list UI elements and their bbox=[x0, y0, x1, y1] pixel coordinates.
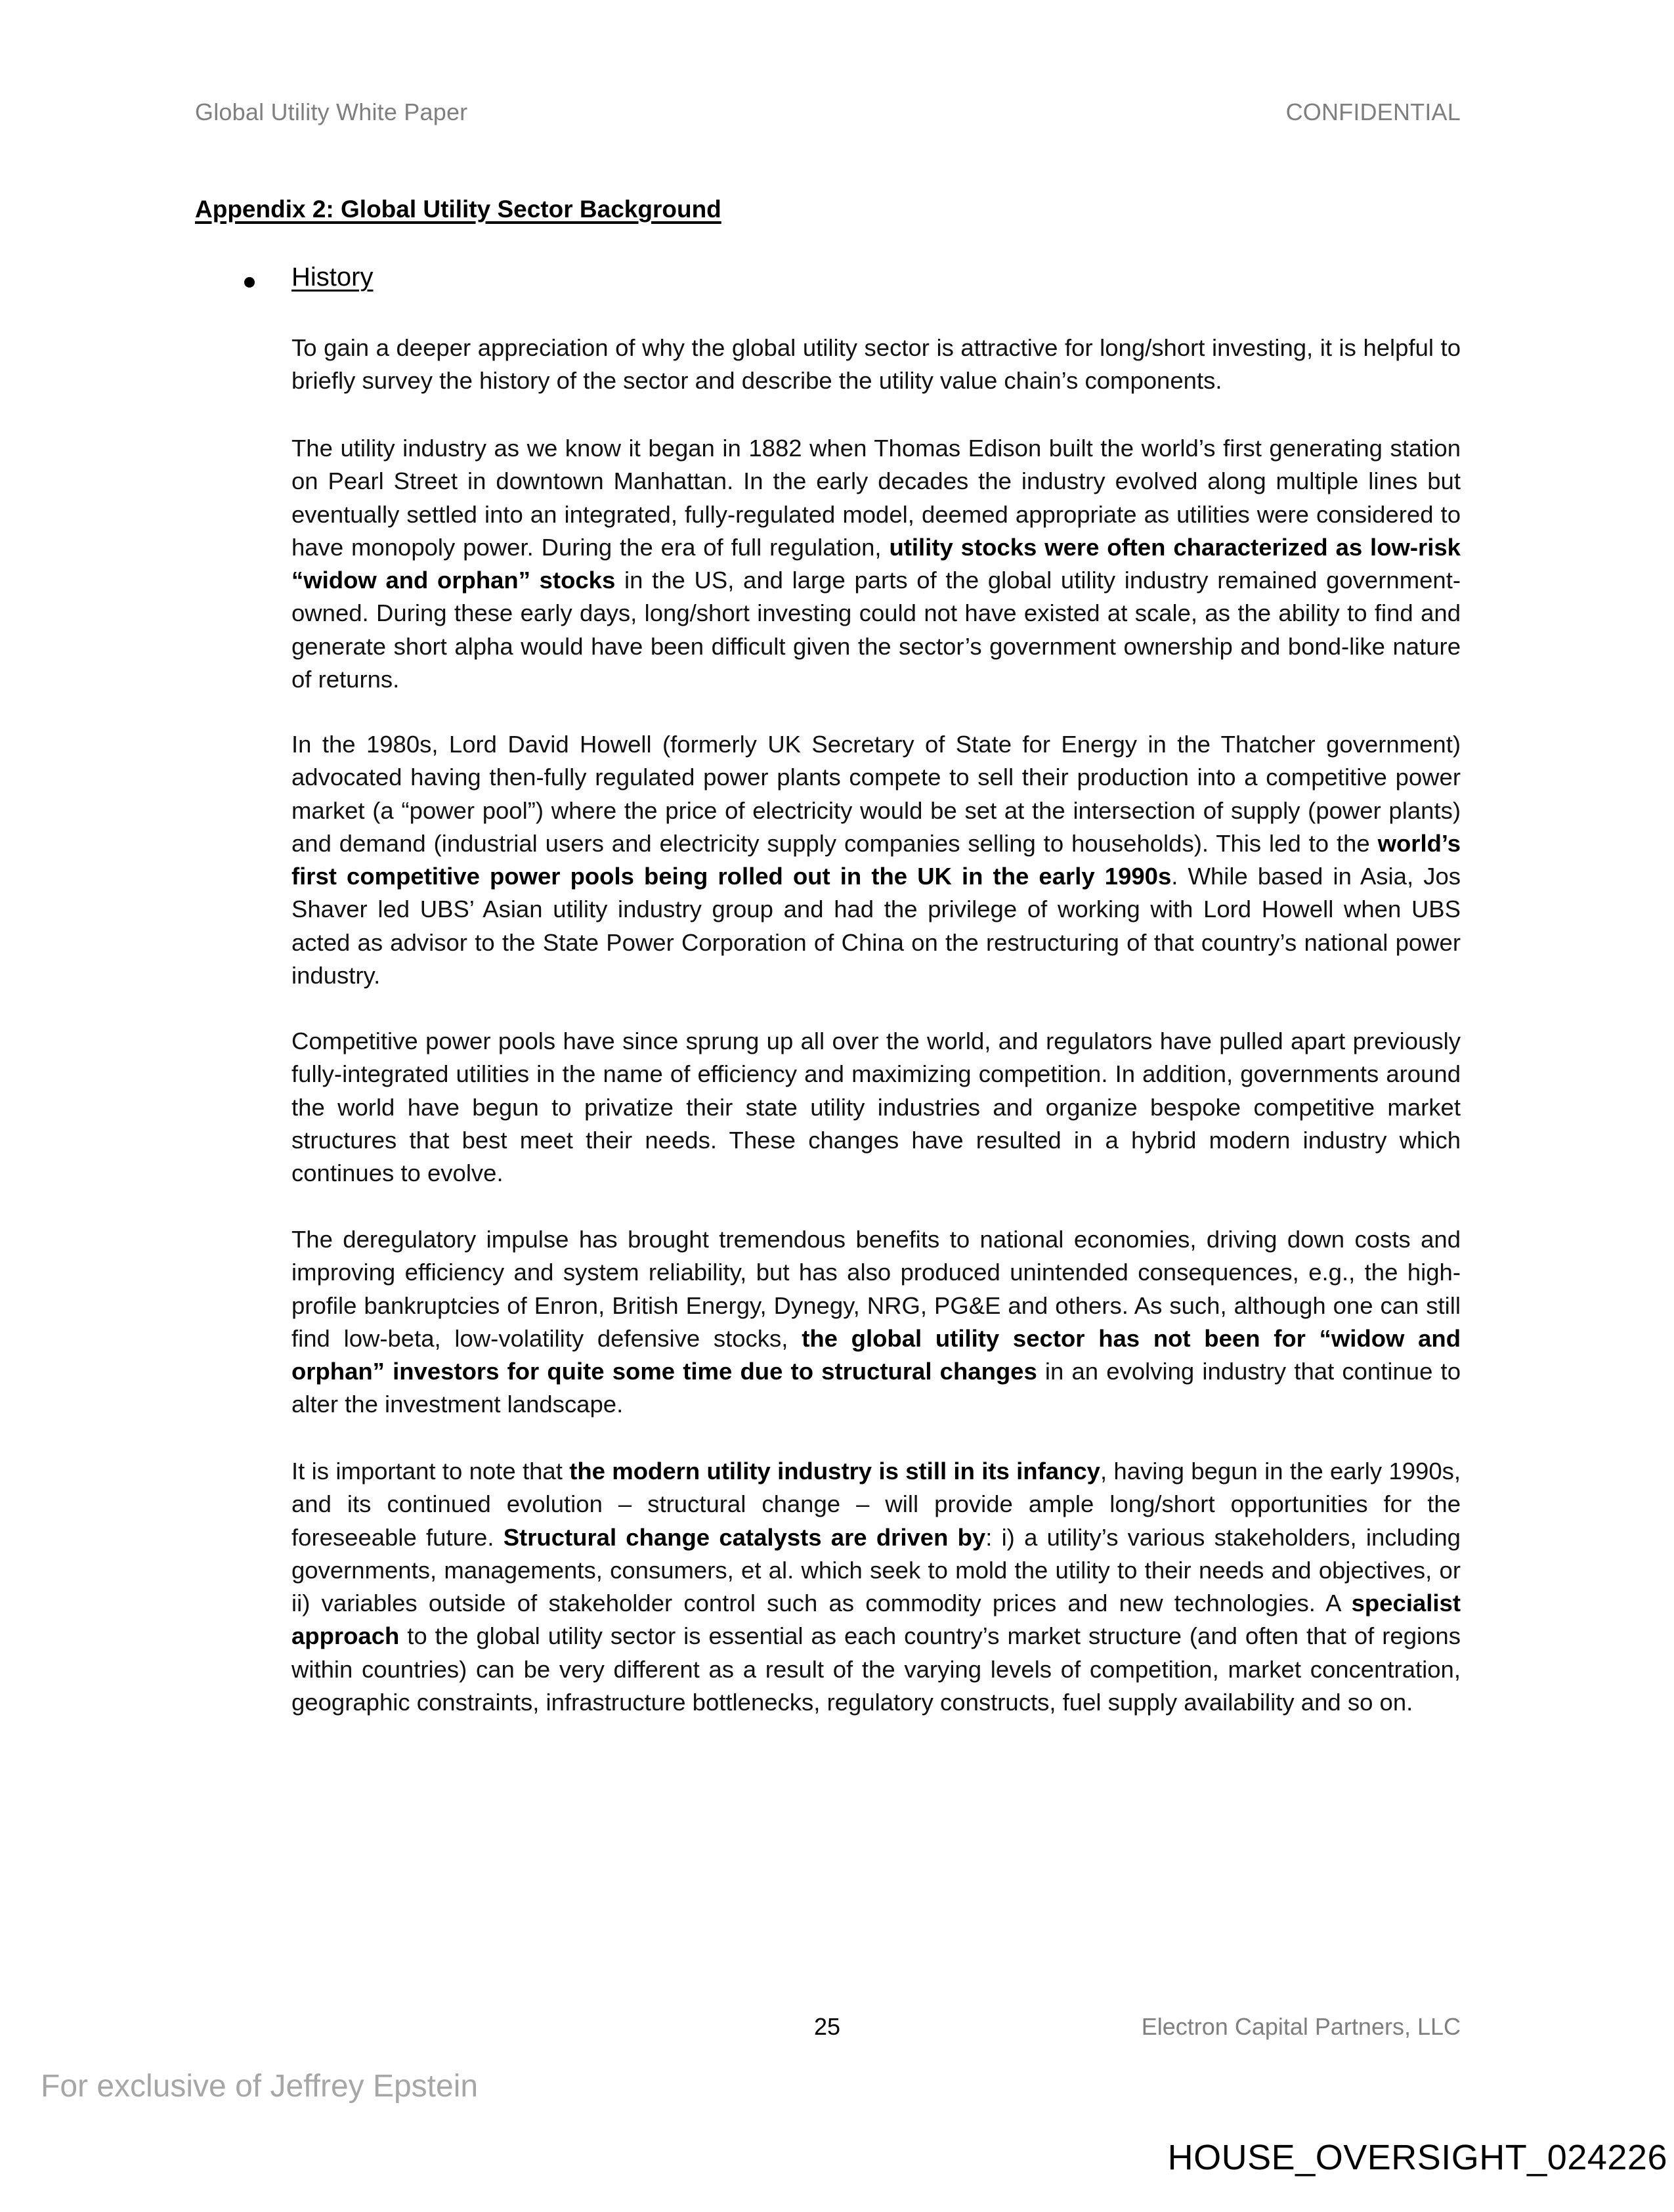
body-text: , having begun in the early 1990s, and its continued evolution – structural change – will provide ample long/short opportunities for the foreseeable future. bbox=[291, 1458, 1461, 1551]
emphasis-text: utility stocks were often characterized as low-risk “widow and orphan” stocks bbox=[291, 533, 1461, 594]
emphasis-text: specialist approach bbox=[291, 1590, 1461, 1650]
section-title: Appendix 2: Global Utility Sector Background bbox=[195, 196, 721, 223]
body-text: The utility industry as we know it began in 1882 when Thomas Edison built the world’s first generating station on Pearl Street in downtown Manhattan. In the early decades the industry evolved along multiple lines but eventually settled into an integrated, fully-regulated model, deemed appropriate as utilities were considered to have monopoly power. During the era of full regulation, bbox=[291, 435, 1461, 561]
body-text: It is important to note that bbox=[291, 1458, 570, 1485]
emphasis-text: the modern utility industry is still in its infancy bbox=[569, 1458, 1100, 1485]
bullet-dot-icon bbox=[244, 277, 255, 288]
page-number: 25 bbox=[814, 2013, 841, 2040]
body-text: in the US, and large parts of the global utility industry remained government-owned. During these early days, long/short investing could not have existed at scale, as the ability to find and generate short alpha would have been difficult given the sector’s government ownership and bond-like nature of returns. bbox=[291, 567, 1461, 693]
firm-name: Electron Capital Partners, LLC bbox=[1141, 2013, 1461, 2040]
confidential-label: CONFIDENTIAL bbox=[1285, 98, 1461, 125]
body-text: Competitive power pools have since sprung up all over the world, and regulators have pulled apart previously fully-integrated utilities in the name of efficiency and maximizing competition. In addition, governments around the world have begun to privatize their state utility industries and organize bespoke competitive market structures that best meet their needs. These changes have resulted in a hybrid modern industry which continues to evolve. bbox=[291, 1028, 1461, 1187]
emphasis-text: Structural change catalysts are driven by bbox=[503, 1523, 986, 1551]
emphasis-text: world’s first competitive power pools being rolled out in the UK in the early 1990s bbox=[291, 829, 1461, 890]
body-text: : i) a utility’s various stakeholders, including governments, managements, consumers, et al. which seek to mold the utility to their needs and objectives, or ii) variables outside of stakeholder control such as commodity prices and new technologies. A bbox=[291, 1523, 1461, 1617]
body-text: The deregulatory impulse has brought tremendous benefits to national economies, driving down costs and improving efficiency and system reliability, but has also produced unintended consequences, e.g., the high-profile bankruptcies of Enron, British Energy, Dynegy, NRG, PG&E and others. As such, although one can still find low-beta, low-volatility defensive stocks, bbox=[291, 1226, 1461, 1352]
body-text: . While based in Asia, Jos Shaver led UBS’ Asian utility industry group and had the privilege of working with Lord Howell when UBS acted as advisor to the State Power Corporation of China on the restructuring of that country’s national power industry. bbox=[291, 863, 1461, 989]
paragraph bbox=[291, 1025, 1461, 1190]
body-text: to the global utility sector is essential as each country’s market structure (and often that of regions within countries) can be very different as a result of the varying levels of competition, market concentration, geographic constraints, infrastructure bottlenecks, regulatory constructs, fuel supply availability and so on. bbox=[291, 1622, 1461, 1716]
bates-number: HOUSE_OVERSIGHT_024226 bbox=[1167, 2138, 1667, 2177]
subsection-heading: History bbox=[291, 263, 374, 292]
body-text: To gain a deeper appreciation of why the global utility sector is attractive for long/short investing, it is helpful to briefly survey the history of the sector and describe the utility value chain’s components. bbox=[291, 334, 1461, 395]
paragraph bbox=[291, 332, 1461, 398]
emphasis-text: the global utility sector has not been for “widow and orphan” investors for quite some time due to structural changes bbox=[291, 1324, 1461, 1385]
paragraph bbox=[291, 728, 1461, 992]
running-header-title: Global Utility White Paper bbox=[195, 98, 468, 125]
paragraph bbox=[291, 1223, 1461, 1421]
watermark: For exclusive of Jeffrey Epstein bbox=[41, 2069, 479, 2104]
body-text: In the 1980s, Lord David Howell (formerly UK Secretary of State for Energy in the Thatcher government) advocated having then-fully regulated power plants compete to sell their production into a competitive power market (a “power pool”) where the price of electricity would be set at the intersection of supply (power plants) and demand (industrial users and electricity supply companies selling to households). This led to the bbox=[291, 731, 1461, 857]
paragraph bbox=[291, 1455, 1461, 1719]
body-text: in an evolving industry that continue to alter the investment landscape. bbox=[291, 1358, 1461, 1418]
paragraph bbox=[291, 432, 1461, 696]
